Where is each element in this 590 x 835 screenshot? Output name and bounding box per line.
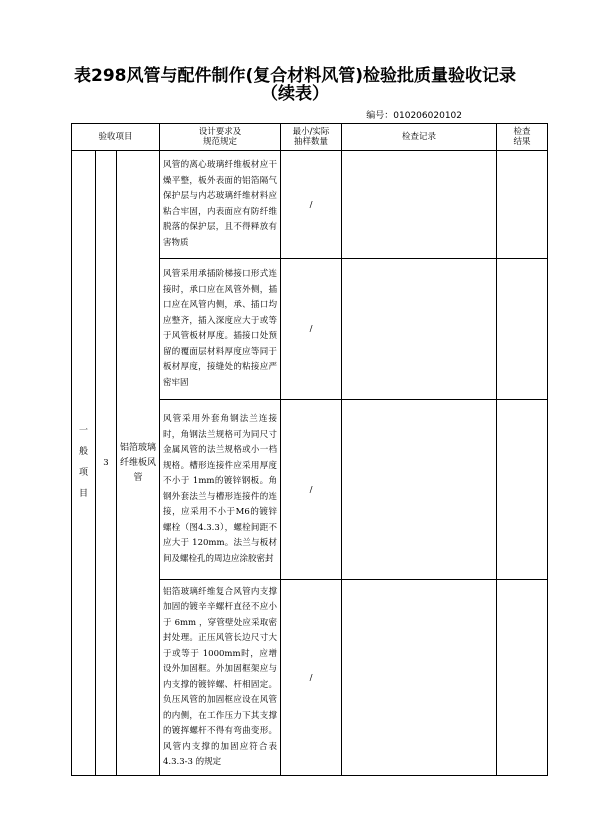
sample-cell: /: [281, 151, 342, 259]
record-cell[interactable]: [342, 580, 497, 776]
requirement-cell: 风管采用外套角钢法兰连接时，角钢法兰规格可为同尺寸金属风管的法兰规格或小一档规格。槽形连接件应采用厚度不小于 1mm的镀锌钢板。角钢外套法兰与槽形连接件的连接，应采用不小于M6的镀锌螺栓（图4.3.3），螺栓间距不应大于 120mm。法兰与板材间及螺栓孔的周边应涂胶密封: [160, 400, 281, 580]
header-item: 验收项目: [72, 124, 160, 151]
header-result: 检查 结果: [497, 124, 548, 151]
requirement-cell: 风管采用承插阶梯接口形式连接时，承口应在风管外侧，插口应在风管内侧，承、插口均应整齐，插入深度应大于或等于风管板材厚度。插接口处预留的覆面层材料厚度应等同于板材厚度，接缝处的粘接应严密牢固: [160, 259, 281, 400]
result-cell[interactable]: [497, 151, 548, 259]
table-row: [72, 151, 548, 259]
document-code: 编号：010206020102: [366, 111, 462, 121]
requirement-cell: 风管的离心玻璃纤维板材应干燥平整，板外表面的铝箔隔气保护层与内芯玻璃纤维材料应粘合牢固，内表面应有防纤维脱落的保护层，且不得释放有害物质: [160, 151, 281, 259]
result-cell[interactable]: [497, 259, 548, 400]
document-subtitle: （续表）: [261, 84, 329, 104]
result-cell[interactable]: [497, 400, 548, 580]
header-record: 检查记录: [342, 124, 497, 151]
header-design-req: 设计要求及 规范规定: [160, 124, 281, 151]
material-cell: 铝箔玻璃 纤维板风 管: [117, 151, 160, 776]
header-sample: 最小/实际 抽样数量: [281, 124, 342, 151]
record-cell[interactable]: [342, 400, 497, 580]
item-number-cell: 3: [96, 151, 117, 776]
document-title: 表298风管与配件制作(复合材料风管)检验批质量验收记录: [73, 66, 517, 86]
header-row: [72, 124, 548, 151]
result-cell[interactable]: [497, 580, 548, 776]
requirement-cell: 铝箔玻璃纤维复合风管内支撑加固的镀辛辛螺杆直径不应小于 6mm ，穿管壁处应采取密封处理。正压风管长边尺寸大于或等于 1000mm时，应增设外加固框。外加固框架应与内支撑的镀锌螺、杆相固定。负压风管的加固框应设在风管的内侧，在工作压力下其支撑的镀挥螺杆不得有弯曲变形。风管内支撑的加固应符合表4.3.3-3 的规定: [160, 580, 281, 776]
sample-cell: /: [281, 259, 342, 400]
category-cell: 一 般 项 目: [72, 151, 96, 776]
record-cell[interactable]: [342, 259, 497, 400]
sample-cell: /: [281, 580, 342, 776]
inspection-table: [71, 123, 548, 776]
record-cell[interactable]: [342, 151, 497, 259]
sample-cell: /: [281, 400, 342, 580]
